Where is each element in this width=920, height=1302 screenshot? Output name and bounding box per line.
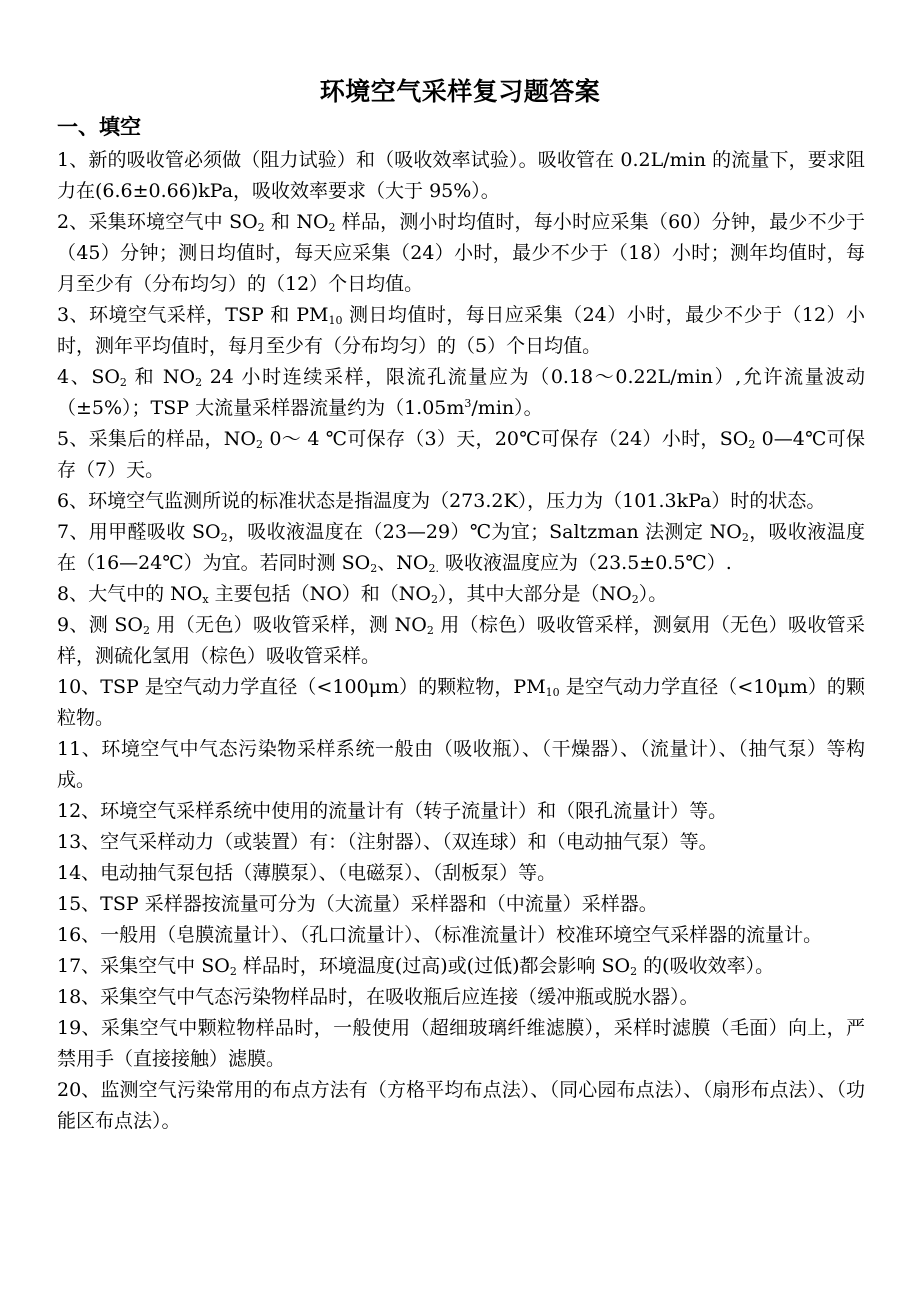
item-text: 16、一般用（皂膜流量计）、（孔口流量计）、（标准流量计）校准环境空气采样器的流量计。 bbox=[57, 924, 823, 946]
superscript: 3 bbox=[464, 397, 472, 410]
item-text: 和 NO bbox=[264, 211, 329, 233]
subscript: 2 bbox=[195, 376, 203, 389]
item-text: 15、TSP 采样器按流量可分为（大流量）采样器和（中流量）采样器。 bbox=[57, 893, 658, 915]
answer-item bbox=[57, 486, 865, 517]
subscript: 2 bbox=[631, 593, 639, 606]
item-text: 12、环境空气采样系统中使用的流量计有（转子流量计）和（限孔流量计）等。 bbox=[57, 800, 728, 822]
subscript: 2 bbox=[328, 221, 336, 234]
item-text: 4、SO bbox=[57, 366, 120, 388]
item-text: 20、监测空气污染常用的布点方法有（方格平均布点法）、（同心园布点法）、（扇形布点法）、（功能区布点法）。 bbox=[57, 1079, 865, 1132]
item-text: 18、采集空气中气态污染物样品时，在吸收瓶后应连接（缓冲瓶或脱水器）。 bbox=[57, 986, 699, 1008]
answer-item bbox=[57, 920, 865, 951]
subscript: 2 bbox=[630, 965, 638, 978]
item-text: 样品，测小时均值时，每小时应采集（60）分钟，最少不少于（45）分钟；测日均值时，每天应采集（24）小时，最少不少于（18）小时；测年均值时，每月至少有（分布均匀）的（12）个日均值。 bbox=[57, 211, 866, 295]
answer-item bbox=[57, 610, 865, 672]
subscript: 2 bbox=[741, 531, 749, 544]
answer-item bbox=[57, 1013, 865, 1075]
subscript: 2 bbox=[257, 221, 265, 234]
item-text: 13、空气采样动力（或装置）有：（注射器）、（双连球）和（电动抽气泵）等。 bbox=[57, 831, 718, 853]
subscript: 2. bbox=[428, 562, 439, 575]
answer-item bbox=[57, 362, 865, 424]
item-text: 1、新的吸收管必须做（阻力试验）和（吸收效率试验）。吸收管在 0.2L/min 的流量下，要求阻力在(6.6±0.66)kPa，吸收效率要求（大于 95%）。 bbox=[57, 149, 865, 202]
item-text: 14、电动抽气泵包括（薄膜泵）、（电磁泵）、（刮板泵）等。 bbox=[57, 862, 557, 884]
subscript: x bbox=[202, 593, 209, 606]
item-text: 11、环境空气中气态污染物采样系统一般由（吸收瓶）、（干燥器）、（流量计）、（抽气泵）等构成。 bbox=[57, 738, 865, 791]
item-text: 6、环境空气监测所说的标准状态是指温度为（273.2K），压力为（101.3kPa）时的状态。 bbox=[57, 490, 826, 512]
subscript: 2 bbox=[119, 376, 127, 389]
subscript: 10 bbox=[545, 686, 560, 699]
subscript: 2 bbox=[220, 531, 228, 544]
answer-item bbox=[57, 1075, 865, 1137]
item-text: 9、测 SO bbox=[57, 614, 144, 636]
answer-item bbox=[57, 207, 865, 300]
item-text: ）。 bbox=[638, 583, 668, 605]
item-text: ），其中大部分是（NO bbox=[438, 583, 632, 605]
answer-item bbox=[57, 889, 865, 920]
question-list bbox=[57, 145, 865, 1137]
item-text: 10、TSP 是空气动力学直径（<100μm）的颗粒物，PM bbox=[57, 676, 546, 698]
item-text: 用（无色）吸收管采样，测 NO bbox=[150, 614, 427, 636]
subscript: 2 bbox=[370, 562, 378, 575]
item-text: 吸收液温度应为（23.5±0.5℃）. bbox=[438, 552, 732, 574]
subscript: 2 bbox=[748, 438, 756, 451]
answer-item bbox=[57, 951, 865, 982]
item-text: 主要包括（NO）和（NO bbox=[208, 583, 432, 605]
item-text: ，吸收液温度在（23—29）℃为宜；Saltzman 法测定 NO bbox=[227, 521, 742, 543]
item-text: 0—4℃可保存（7）天。 bbox=[57, 428, 865, 481]
subscript: 2 bbox=[431, 593, 439, 606]
answer-item bbox=[57, 827, 865, 858]
item-text: 17、采集空气中 SO bbox=[57, 955, 230, 977]
document-title: 环境空气采样复习题答案 bbox=[319, 77, 601, 106]
item-text: 8、大气中的 NO bbox=[57, 583, 203, 605]
item-text: 7、用甲醛吸收 SO bbox=[57, 521, 221, 543]
answer-item bbox=[57, 672, 865, 734]
item-text: 5、采集后的样品，NO bbox=[57, 428, 256, 450]
item-text: ，吸收液温度在（16—24℃）为宜。若同时测 SO bbox=[57, 521, 865, 574]
item-text: 是空气动力学直径（<10μm）的颗粒物。 bbox=[57, 676, 865, 729]
item-text: 和 NO bbox=[126, 366, 196, 388]
answer-item bbox=[57, 145, 865, 207]
item-text: 、NO bbox=[377, 552, 429, 574]
subscript: 2 bbox=[229, 965, 237, 978]
section-heading: 一、填空 bbox=[57, 115, 141, 139]
item-text: 的(吸收效率）。 bbox=[637, 955, 775, 977]
item-text: 3、环境空气采样，TSP 和 PM bbox=[57, 304, 329, 326]
item-text: 19、采集空气中颗粒物样品时，一般使用（超细玻璃纤维滤膜），采样时滤膜（毛面）向上，严禁用手（直接接触）滤膜。 bbox=[57, 1017, 865, 1070]
item-text: 24 小时连续采样，限流孔流量应为（0.18～0.22L/min）,允许流量波动（±5%）；TSP 大流量采样器流量约为（1.05m bbox=[57, 366, 865, 419]
subscript: 2 bbox=[256, 438, 263, 451]
answer-item bbox=[57, 517, 865, 579]
answer-item bbox=[57, 858, 865, 889]
item-text: 2、采集环境空气中 SO bbox=[57, 211, 258, 233]
answer-item bbox=[57, 579, 865, 610]
item-text: 测日均值时，每日应采集（24）小时，最少不少于（12）小时，测年平均值时，每月至少有（分布均匀）的（5）个日均值。 bbox=[57, 304, 865, 357]
answer-item bbox=[57, 300, 865, 362]
subscript: 10 bbox=[328, 314, 343, 327]
item-text: 样品时，环境温度(过高)或(过低)都会影响 SO bbox=[236, 955, 631, 977]
subscript: 2 bbox=[426, 624, 434, 637]
item-text: 0～ 4 ℃可保存（3）天，20℃可保存（24）小时，SO bbox=[263, 428, 749, 450]
item-text: 用（棕色）吸收管采样，测氨用（无色）吸收管采样，测硫化氢用（棕色）吸收管采样。 bbox=[57, 614, 865, 667]
subscript: 2 bbox=[143, 624, 151, 637]
answer-item bbox=[57, 796, 865, 827]
answer-item bbox=[57, 424, 865, 486]
answer-item bbox=[57, 734, 865, 796]
answer-item bbox=[57, 982, 865, 1013]
item-text: /min）。 bbox=[471, 397, 543, 419]
